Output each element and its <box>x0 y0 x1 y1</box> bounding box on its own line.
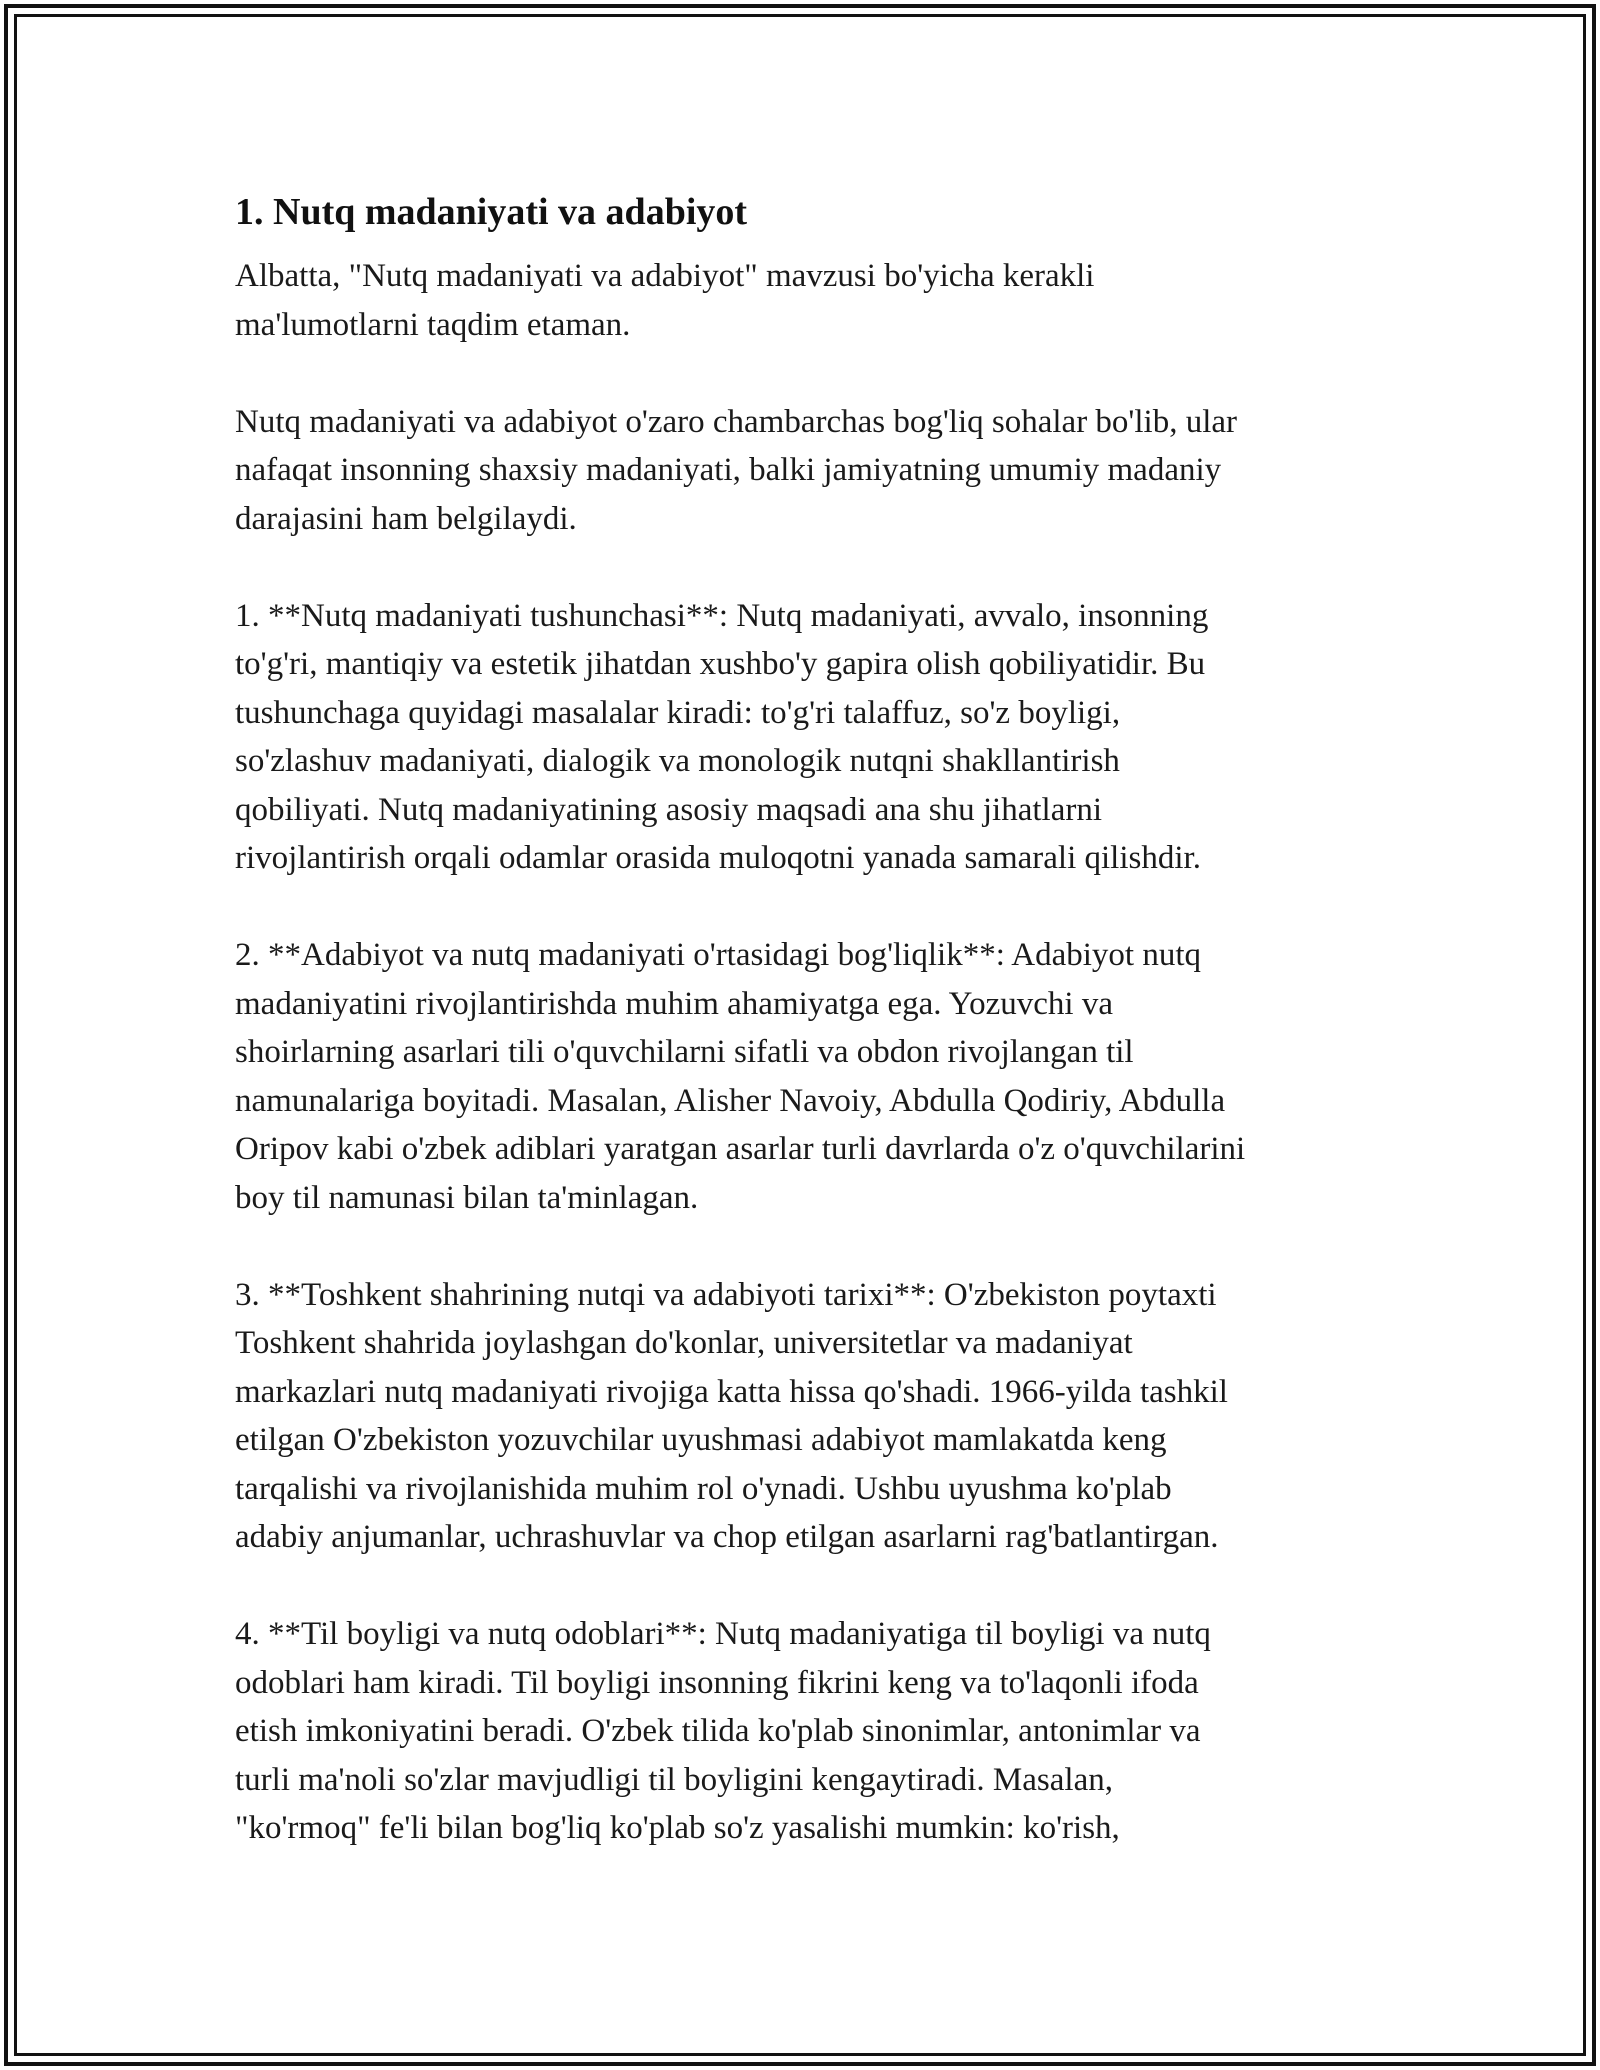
paragraph-item-2 <box>235 931 1385 1222</box>
text-line: adabiy anjumanlar, uchrashuvlar va chop etilgan asarlarni rag'batlantirgan. <box>235 1519 1219 1555</box>
text-line: 2. **Adabiyot va nutq madaniyati o'rtasidagi bog'liqlik**: Adabiyot nutq <box>235 937 1202 973</box>
text-line: Nutq madaniyati va adabiyot o'zaro chambarchas bog'liq sohalar bo'lib, ular <box>235 403 1238 440</box>
text-line: boy til namunasi bilan ta'minlagan. <box>235 1179 699 1216</box>
text-line: ma'lumotlarni taqdim etaman. <box>235 306 631 343</box>
text-line: Oripov kabi o'zbek adiblari yaratgan asarlar turli davrlarda o'z o'quvchilarini <box>235 1131 1246 1167</box>
paragraph-intro <box>235 252 1385 349</box>
paragraph-overview <box>235 398 1385 544</box>
text-line: markazlari nutq madaniyati rivojiga katta hissa qo'shadi. 1966-yilda tashkil <box>235 1373 1228 1410</box>
text-line: 3. **Toshkent shahrining nutqi va adabiyoti tarixi**: O'zbekiston poytaxti <box>235 1276 1217 1313</box>
text-line: to'g'ri, mantiqiy va estetik jihatdan xushbo'y gapira olish qobiliyatidir. Bu <box>235 646 1206 682</box>
text-line: darajasini ham belgilaydi. <box>235 500 577 537</box>
text-line: Albatta, "Nutq madaniyati va adabiyot" mavzusi bo'yicha kerakli <box>235 258 1095 294</box>
text-line: 1. **Nutq madaniyati tushunchasi**: Nutq madaniyati, avvalo, insonning <box>235 597 1209 634</box>
document-title: 1. Nutq madaniyati va adabiyot <box>235 191 748 233</box>
text-line: tarqalishi va rivojlanishida muhim rol o'ynadi. Ushbu uyushma ko'plab <box>235 1470 1172 1507</box>
text-line: odoblari ham kiradi. Til boyligi insonning fikrini keng va to'laqonli ifoda <box>235 1664 1199 1701</box>
text-line: madaniyatini rivojlantirishda muhim ahamiyatga ega. Yozuvchi va <box>235 985 1113 1022</box>
paragraph-item-1 <box>235 592 1385 883</box>
text-line: turli ma'noli so'zlar mavjudligi til boyligini kengaytiradi. Masalan, <box>235 1761 1113 1798</box>
text-line: namunalariga boyitadi. Masalan, Alisher Navoiy, Abdulla Qodiriy, Abdulla <box>235 1082 1226 1119</box>
text-line: rivojlantirish orqali odamlar orasida muloqotni yanada samarali qilishdir. <box>235 840 1201 876</box>
text-line: nafaqat insonning shaxsiy madaniyati, balki jamiyatning umumiy madaniy <box>235 452 1222 488</box>
text-line: etish imkoniyatini beradi. O'zbek tilida ko'plab sinonimlar, antonimlar va <box>235 1713 1201 1749</box>
text-line: so'zlashuv madaniyati, dialogik va monologik nutqni shakllantirish <box>235 743 1120 779</box>
paragraph-item-4 <box>235 1610 1385 1853</box>
document-body <box>235 186 1385 1901</box>
text-line: "ko'rmoq" fe'li bilan bog'liq ko'plab so'z yasalishi mumkin: ko'rish, <box>235 1810 1120 1846</box>
paragraph-item-3 <box>235 1271 1385 1562</box>
text-line: shoirlarning asarlari tili o'quvchilarni sifatli va obdon rivojlangan til <box>235 1034 1134 1070</box>
text-line: etilgan O'zbekiston yozuvchilar uyushmasi adabiyot mamlakatda keng <box>235 1422 1167 1458</box>
text-line: Toshkent shahrida joylashgan do'konlar, universitetlar va madaniyat <box>235 1325 1133 1361</box>
text-line: tushunchaga quyidagi masalalar kiradi: to'g'ri talaffuz, so'z boyligi, <box>235 694 1121 731</box>
text-line: qobiliyati. Nutq madaniyatining asosiy maqsadi ana shu jihatlarni <box>235 791 1103 828</box>
text-line: 4. **Til boyligi va nutq odoblari**: Nutq madaniyatiga til boyligi va nutq <box>235 1616 1211 1652</box>
